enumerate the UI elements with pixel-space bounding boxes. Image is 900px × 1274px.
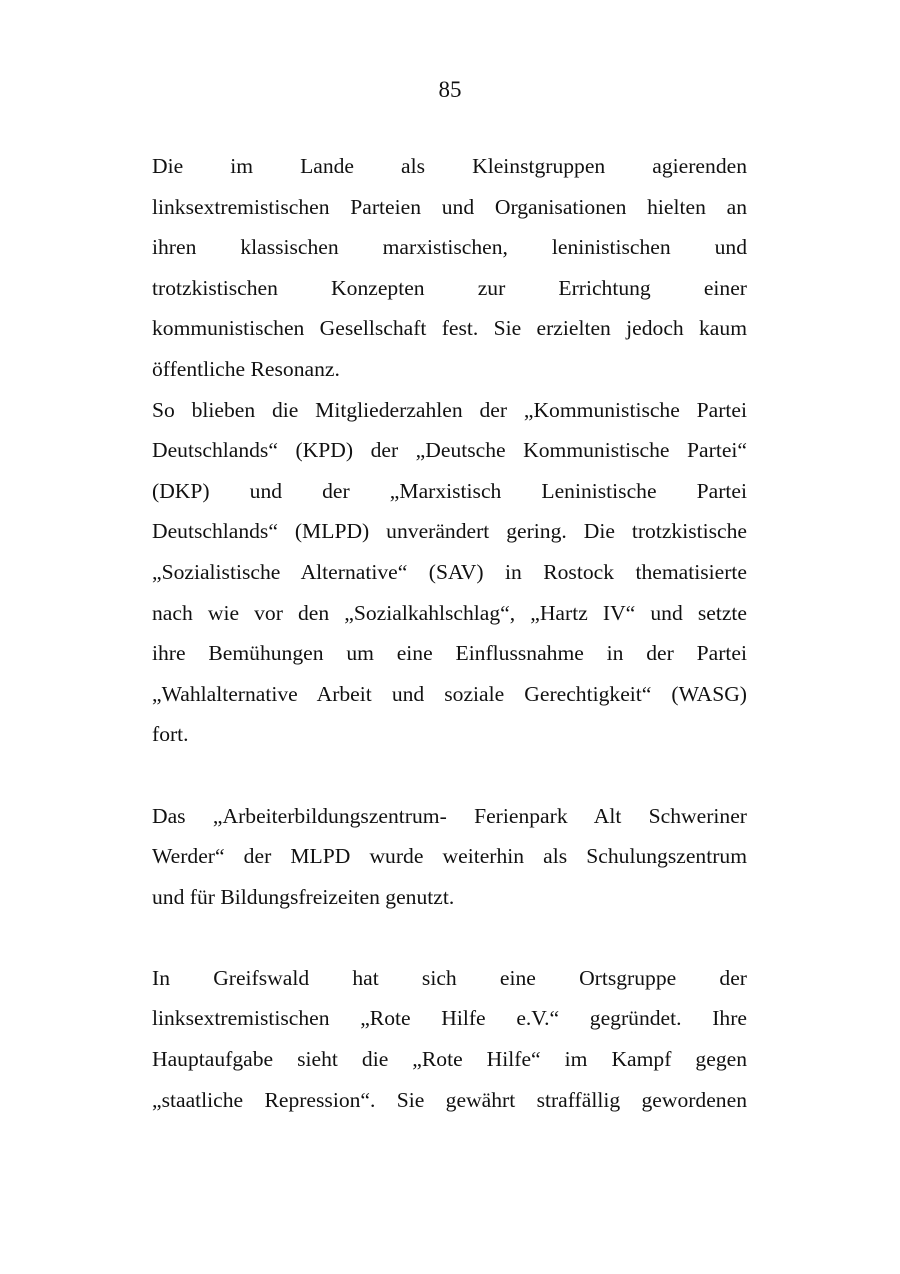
text-line: linksextremistischen Parteien und Organisationen hielten an <box>152 194 747 219</box>
paragraph-rote-hilfe <box>152 958 747 1120</box>
text-line: nach wie vor den „Sozialkahlschlag“, „Hartz IV“ und setzte <box>152 600 747 625</box>
text-line: So blieben die Mitgliederzahlen der „Kommunistische Partei <box>152 397 747 422</box>
text-line: Werder“ der MLPD wurde weiterhin als Schulungszentrum <box>152 844 747 869</box>
body-text <box>152 146 747 1120</box>
text-line: öffentliche Resonanz. <box>152 356 340 381</box>
paragraph-left-extremist-groups <box>152 146 747 390</box>
paragraph-membership-numbers <box>152 390 747 755</box>
text-line: Deutschlands“ (KPD) der „Deutsche Kommunistische Partei“ <box>152 438 747 463</box>
text-line: Die im Lande als Kleinstgruppen agierenden <box>152 154 747 178</box>
text-line: fort. <box>152 722 189 747</box>
text-line: linksextremistischen „Rote Hilfe e.V.“ gegründet. Ihre <box>152 1006 747 1031</box>
text-line: „staatliche Repression“. Sie gewährt straffällig gewordenen <box>152 1087 747 1112</box>
paragraph-training-center <box>152 796 747 918</box>
text-line: Das „Arbeiterbildungszentrum- Ferienpark Alt Schweriner <box>152 803 747 828</box>
text-line: Hauptaufgabe sieht die „Rote Hilfe“ im Kampf gegen <box>152 1047 747 1072</box>
text-line: ihre Bemühungen um eine Einflussnahme in der Partei <box>152 641 747 666</box>
text-line: In Greifswald hat sich eine Ortsgruppe der <box>152 965 747 990</box>
paragraph-spacer <box>152 917 747 958</box>
page-number: 85 <box>438 77 462 102</box>
text-line: ihren klassischen marxistischen, leninistischen und <box>152 235 747 260</box>
text-line: kommunistischen Gesellschaft fest. Sie erzielten jedoch kaum <box>152 316 747 341</box>
paragraph-spacer <box>152 755 747 796</box>
text-line: Deutschlands“ (MLPD) unverändert gering. Die trotzkistische <box>152 519 747 544</box>
text-line: „Wahlalternative Arbeit und soziale Gerechtigkeit“ (WASG) <box>152 681 747 706</box>
text-line: trotzkistischen Konzepten zur Errichtung einer <box>152 275 747 300</box>
text-line: „Sozialistische Alternative“ (SAV) in Rostock thematisierte <box>152 559 747 584</box>
text-line: und für Bildungsfreizeiten genutzt. <box>152 884 455 909</box>
text-line: (DKP) und der „Marxistisch Leninistische Partei <box>152 478 747 503</box>
